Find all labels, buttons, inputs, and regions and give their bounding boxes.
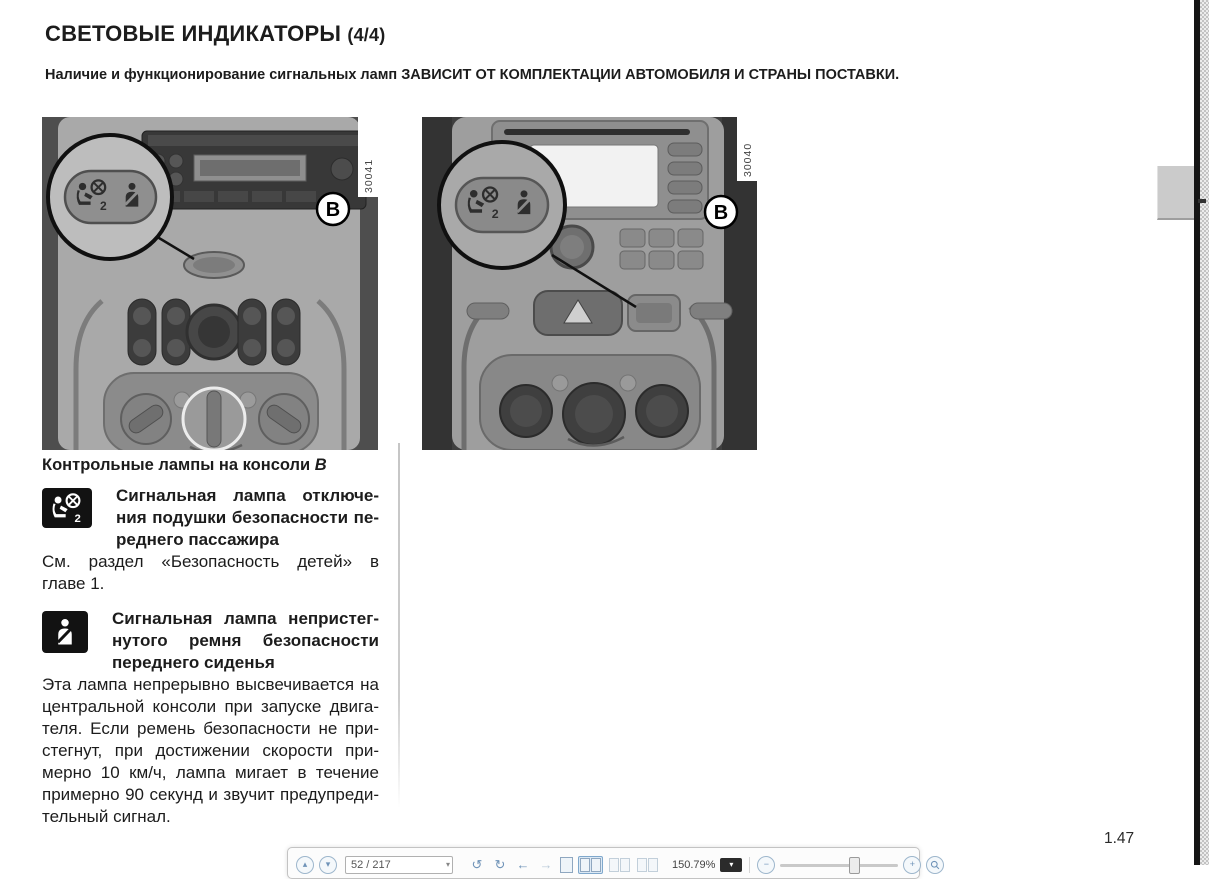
magnifier-circle: [48, 135, 172, 259]
console-label-badge: [317, 193, 349, 225]
chevron-up-icon: ▴: [302, 859, 308, 869]
hvac-panel: [104, 373, 318, 450]
console-radio-illustration: [42, 117, 378, 450]
figure-console-cd: [422, 117, 757, 455]
figure-caption: [42, 454, 379, 476]
chapter-tab-tick: [1198, 199, 1206, 203]
page-dropdown-caret-icon[interactable]: ▾: [445, 859, 450, 869]
svg-text:B: B: [325, 199, 341, 221]
climate-panel: [480, 355, 700, 450]
manual-page-number: 1.47: [1104, 830, 1135, 847]
zoom-level-label: 150.79%: [672, 858, 716, 871]
rotate-cw-icon: ↻: [494, 857, 506, 872]
page-subtitle: Наличие и функционирование сигнальных ламп ЗАВИСИТ ОТ КОМПЛЕКТАЦИИ АВТОМОБИЛЯ И СТРАНЫ ПОСТАВКИ.: [45, 66, 900, 83]
page-edge-texture: [1200, 0, 1209, 865]
console-label-badge: [705, 196, 737, 228]
text-column: [42, 454, 379, 841]
figure-number: [737, 117, 757, 181]
section-body: См. раздел «Безопасность детей» в главе 1.: [42, 552, 379, 593]
figure-number: [358, 117, 378, 197]
section-heading: Сигнальная лампа непристег- нутого ремня безопасности переднего сиденья: [112, 609, 379, 672]
airbag-off-indicator-icon: [42, 488, 92, 528]
svg-text:30040: 30040: [742, 142, 754, 177]
arrow-left-icon: ←: [516, 857, 530, 872]
section-body: Эта лампа непрерывно высвечивается на центральной консоли при запуске двига- теля. Если ремень безопасности не при- стегнут, при достижении скорости при- мерно 10 км/ч, лампа мигает в течение примерно 90 секунд и звучит предупреди- тельный сигнал.: [42, 675, 379, 826]
figure-caption-emphasis: B: [314, 456, 327, 474]
rotate-ccw-icon: ↺: [471, 857, 483, 872]
minus-icon: −: [763, 859, 770, 869]
chevron-down-icon: ▾: [325, 859, 331, 869]
section-seatbelt-lamp: [42, 608, 379, 828]
page-title: [45, 21, 385, 47]
column-divider: [398, 443, 400, 808]
zoom-slider-handle[interactable]: [849, 857, 860, 874]
page-title-suffix: (4/4): [347, 24, 386, 45]
indicator-cluster-button: [184, 252, 244, 278]
svg-text:B: B: [713, 202, 729, 224]
console-cd-illustration: [422, 117, 757, 450]
magnifier-circle: [439, 142, 565, 268]
figure-console-radio: [42, 117, 378, 455]
arrow-right-icon: →: [539, 857, 553, 872]
caret-down-icon: ▾: [729, 860, 734, 869]
svg-text:30041: 30041: [363, 158, 375, 193]
page-title-text: СВЕТОВЫЕ ИНДИКАТОРЫ: [45, 20, 342, 46]
pdf-viewer-toolbar: [287, 847, 920, 879]
plus-icon: +: [909, 859, 916, 869]
figure-caption-text: Контрольные лампы на консоли: [42, 456, 315, 474]
seatbelt-indicator-icon: [42, 611, 88, 653]
zoom-slider-track: [780, 864, 898, 867]
section-airbag-lamp: [42, 485, 379, 595]
chapter-tab: [1157, 166, 1195, 220]
window-switches: [128, 299, 300, 365]
section-heading: Сигнальная лампа отключе- ния подушки безопасности пе- реднего пассажира: [116, 486, 379, 549]
